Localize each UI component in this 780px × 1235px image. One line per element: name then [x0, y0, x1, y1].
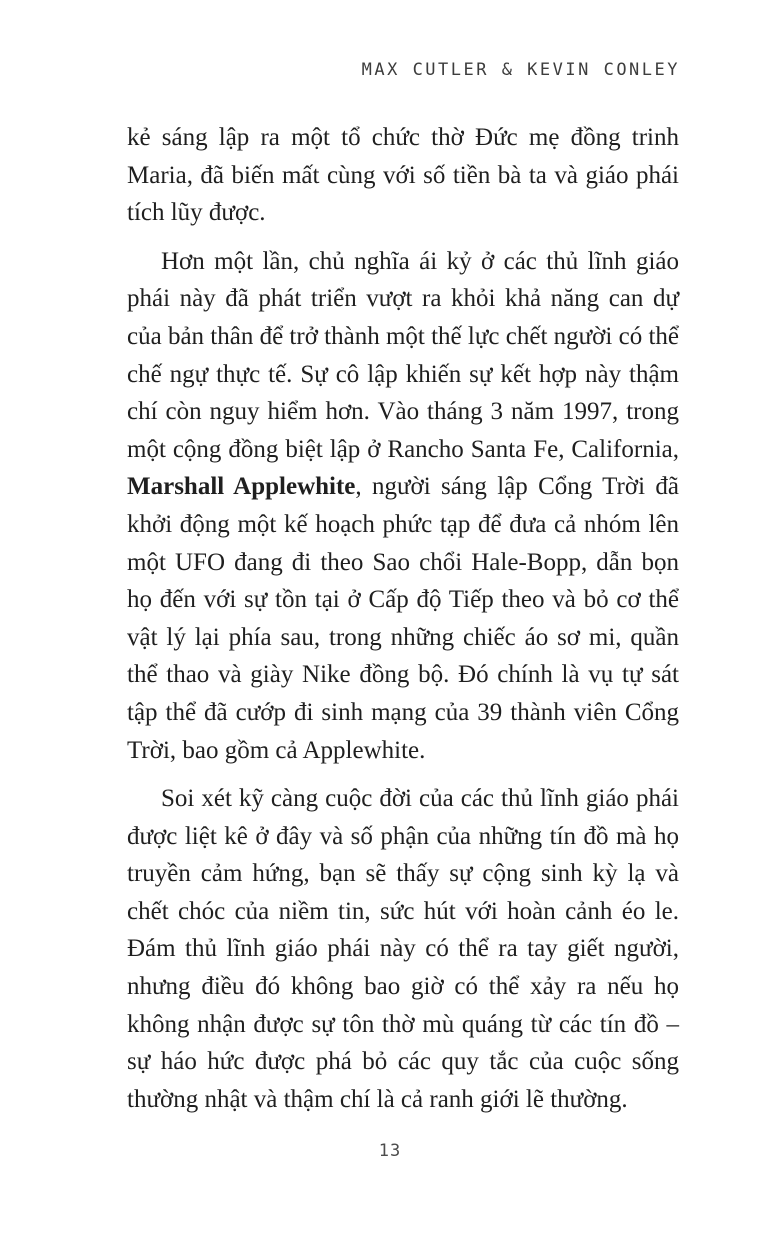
paragraph-text: Hơn một lần, chủ nghĩa ái kỷ ở các thủ lĩnh giáo phái này đã phát triển vượt ra khỏi khả năng can dự của bản thân để trở thành một thế lực chết người có thể chế ngự thực tế. Sự cô lập khiến sự kết hợp này thậm chí còn nguy hiểm hơn. Vào tháng 3 năm 1997, trong một cộng đồng biệt lập ở Rancho Santa Fe, California,	[127, 247, 679, 463]
running-header: MAX CUTLER & KEVIN CONLEY	[361, 60, 680, 80]
page-number: 13	[378, 1141, 402, 1161]
bold-person-name: Marshall Applewhite	[127, 473, 356, 501]
paragraph	[127, 243, 679, 769]
paragraph	[127, 780, 679, 1118]
paragraph-text: Soi xét kỹ càng cuộc đời của các thủ lĩnh giáo phái được liệt kê ở đây và số phận của những tín đồ mà họ truyền cảm hứng, bạn sẽ thấy sự cộng sinh kỳ lạ và chết chóc của niềm tin, sức hút với hoàn cảnh éo le. Đám thủ lĩnh giáo phái này có thể ra tay giết người, nhưng điều đó không bao giờ có thể xảy ra nếu họ không nhận được sự tôn thờ mù quáng từ các tín đồ – sự háo hức được phá bỏ các quy tắc của cuộc sống thường nhật và thậm chí là cả ranh giới lẽ thường.	[127, 785, 679, 1113]
text-block	[127, 119, 679, 1118]
paragraph	[127, 119, 679, 232]
paragraph-text: , người sáng lập Cổng Trời đã khởi động một kế hoạch phức tạp để đưa cả nhóm lên một UFO đang đi theo Sao chổi Hale-Bopp, dẫn bọn họ đến với sự tồn tại ở Cấp độ Tiếp theo và bỏ cơ thể vật lý lại phía sau, trong những chiếc áo sơ mi, quần thể thao và giày Nike đồng bộ. Đó chính là vụ tự sát tập thể đã cướp đi sinh mạng của 39 thành viên Cổng Trời, bao gồm cả Applewhite.	[127, 473, 679, 764]
paragraph-text: kẻ sáng lập ra một tổ chức thờ Đức mẹ đồng trinh Maria, đã biến mất cùng với số tiền bà ta và giáo phái tích lũy được.	[127, 124, 679, 227]
